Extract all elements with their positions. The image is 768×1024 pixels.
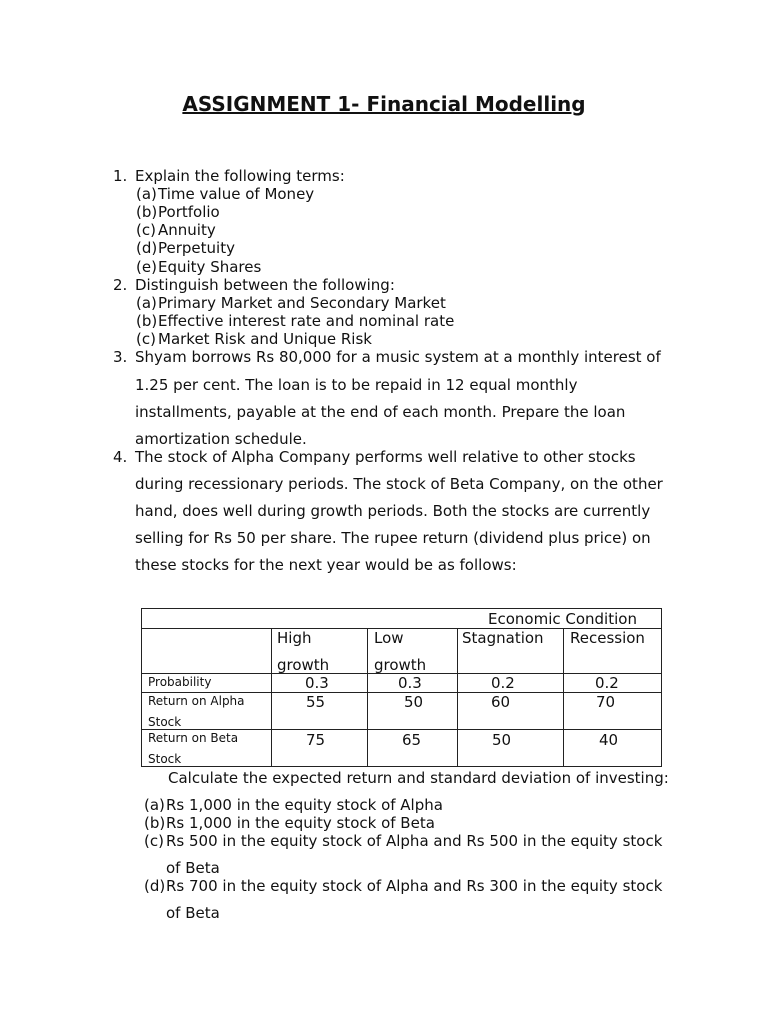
table-cell	[142, 730, 272, 767]
table-cell	[368, 693, 458, 730]
question-number: 3.	[113, 348, 128, 366]
item-label: (a)	[144, 796, 165, 814]
question-number: 1.	[113, 167, 128, 185]
item-text: Equity Shares	[158, 258, 262, 276]
cell-value: 0.3	[398, 674, 422, 692]
table-cell	[564, 693, 662, 730]
cell-value: 50	[404, 693, 424, 711]
cell-value: 50	[492, 731, 512, 749]
cell-value: 0.3	[305, 674, 329, 692]
item-text: Rs 700 in the equity stock of Alpha and Rs 300 in the equity stock	[166, 877, 663, 895]
item-label: (d)	[144, 877, 166, 895]
column-header: growth	[374, 656, 427, 674]
table-row	[142, 693, 662, 730]
calculation-text: Calculate the expected return and standard deviation of investing:	[168, 769, 669, 787]
item-text: of Beta	[166, 904, 220, 922]
cell-value: 65	[402, 731, 422, 749]
table-cell	[272, 629, 368, 674]
item-text: Annuity	[158, 221, 216, 239]
table-cell	[458, 674, 564, 693]
item-label: (b)	[136, 312, 158, 330]
cell-value: 60	[491, 693, 511, 711]
cell-value: 40	[599, 731, 619, 749]
row-label: Probability	[148, 675, 212, 689]
table-cell	[458, 693, 564, 730]
table-row	[142, 730, 662, 767]
item-label: (b)	[136, 203, 158, 221]
table-column-row	[142, 629, 662, 674]
row-label: Return on Beta	[148, 731, 239, 745]
page-title: ASSIGNMENT 1- Financial Modelling	[182, 92, 586, 116]
table-cell	[142, 629, 272, 674]
table-header-row	[142, 609, 662, 629]
table-cell	[564, 730, 662, 767]
table-cell	[142, 693, 272, 730]
question-text: Distinguish between the following:	[135, 276, 395, 294]
item-text: Perpetuity	[158, 239, 235, 257]
paragraph-line: installments, payable at the end of each month. Prepare the loan	[135, 403, 626, 421]
table-cell	[368, 674, 458, 693]
paragraph-line: Shyam borrows Rs 80,000 for a music system at a monthly interest of	[135, 348, 661, 366]
item-text: Portfolio	[158, 203, 220, 221]
cell-value: 0.2	[491, 674, 515, 692]
item-label: (a)	[136, 185, 157, 203]
row-label: Stock	[148, 715, 182, 729]
item-label: (e)	[136, 258, 157, 276]
table-cell	[458, 730, 564, 767]
returns-table	[141, 608, 662, 767]
item-text: Market Risk and Unique Risk	[158, 330, 372, 348]
table-cell	[142, 609, 662, 629]
item-label: (c)	[136, 330, 156, 348]
item-text: of Beta	[166, 859, 220, 877]
cell-value: 55	[306, 693, 326, 711]
table-cell	[272, 693, 368, 730]
paragraph-line: The stock of Alpha Company performs well relative to other stocks	[135, 448, 636, 466]
table-cell	[272, 674, 368, 693]
question-number: 2.	[113, 276, 128, 294]
item-label: (b)	[144, 814, 166, 832]
column-header: Stagnation	[462, 629, 544, 647]
item-label: (c)	[136, 221, 156, 239]
question-text: Explain the following terms:	[135, 167, 345, 185]
column-header: Recession	[570, 629, 645, 647]
cell-value: 70	[596, 693, 616, 711]
cell-value: 75	[306, 731, 326, 749]
question-number: 4.	[113, 448, 128, 466]
column-header: High	[277, 629, 312, 647]
table-row	[142, 674, 662, 693]
row-label: Return on Alpha	[148, 694, 245, 708]
paragraph-line: amortization schedule.	[135, 430, 307, 448]
item-text: Effective interest rate and nominal rate	[158, 312, 455, 330]
paragraph-line: selling for Rs 50 per share. The rupee return (dividend plus price) on	[135, 529, 651, 547]
item-label: (d)	[136, 239, 158, 257]
item-text: Rs 1,000 in the equity stock of Alpha	[166, 796, 443, 814]
item-label: (a)	[136, 294, 157, 312]
table-cell	[564, 629, 662, 674]
item-text: Rs 500 in the equity stock of Alpha and Rs 500 in the equity stock	[166, 832, 663, 850]
table-cell	[142, 674, 272, 693]
paragraph-line: hand, does well during growth periods. Both the stocks are currently	[135, 502, 651, 520]
item-label: (c)	[144, 832, 164, 850]
table-cell	[272, 730, 368, 767]
table-cell	[458, 629, 564, 674]
table-cell	[368, 629, 458, 674]
item-text: Primary Market and Secondary Market	[158, 294, 446, 312]
table-cell	[564, 674, 662, 693]
economic-condition-header: Economic Condition	[488, 610, 637, 628]
row-label: Stock	[148, 752, 182, 766]
paragraph-line: during recessionary periods. The stock of Beta Company, on the other	[135, 475, 663, 493]
table-cell	[368, 730, 458, 767]
column-header: Low	[374, 629, 404, 647]
item-text: Rs 1,000 in the equity stock of Beta	[166, 814, 435, 832]
column-header: growth	[277, 656, 330, 674]
cell-value: 0.2	[595, 674, 619, 692]
paragraph-line: 1.25 per cent. The loan is to be repaid in 12 equal monthly	[135, 376, 578, 394]
paragraph-line: these stocks for the next year would be as follows:	[135, 556, 517, 574]
item-text: Time value of Money	[158, 185, 315, 203]
